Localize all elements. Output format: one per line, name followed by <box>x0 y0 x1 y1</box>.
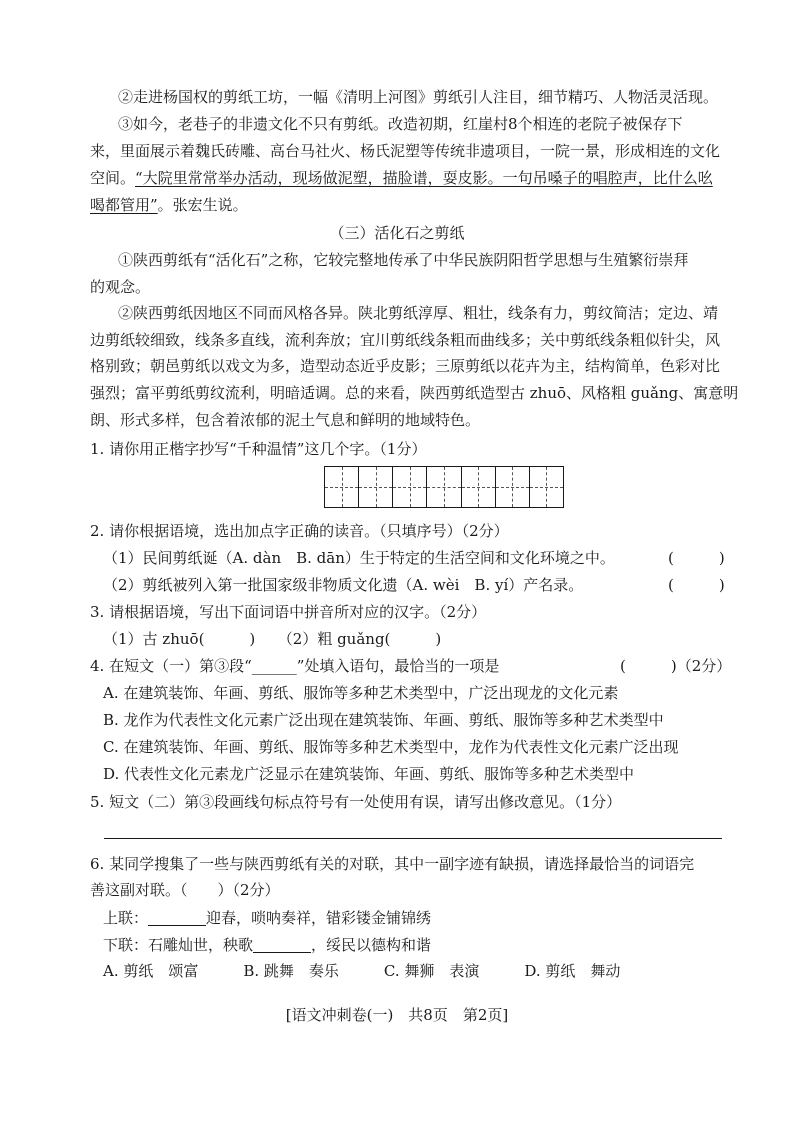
couplet-lower <box>103 936 733 955</box>
page-footer: [语文冲刺卷(一) 共8页 第2页] <box>285 1006 509 1024</box>
grid-cell[interactable] <box>393 467 427 507</box>
question-6-line1: 6. 某同学搜集了一些与陕西剪纸有关的对联，其中一副字迹有缺损，请选择最恰当的词语完 <box>90 855 695 873</box>
grid-cell[interactable] <box>462 467 496 507</box>
passage2-para2: ②走进杨国权的剪纸工坊，一幅《清明上河图》剪纸引人注目，细节精巧、人物活灵活现。 <box>118 88 719 106</box>
question-6-line2: 善这副对联。（ ）（2分） <box>90 881 280 899</box>
answer-line[interactable] <box>104 838 722 839</box>
answer-parenthesis[interactable]: ( ) <box>668 549 725 567</box>
couplet-upper-text: 迎春，唢呐奏祥，错彩镂金铺锦绣 <box>206 909 432 927</box>
grid-cell[interactable] <box>325 467 359 507</box>
passage3-para2-line5: 朗、形式多样，包含着浓郁的泥土气息和鲜明的地域特色。 <box>90 411 481 429</box>
question-2: 2. 请你根据语境，选出加点字正确的读音。（只填序号）（2分） <box>90 522 509 540</box>
question-6-options: A. 剪纸 颂富 B. 跳舞 奏乐 C. 舞狮 表演 D. 剪纸 舞动 <box>103 962 621 980</box>
text-segment: 空间。 <box>90 169 136 187</box>
grid-cell[interactable] <box>496 467 530 507</box>
couplet-blank[interactable] <box>253 937 311 953</box>
passage3-title: （三）活化石之剪纸 <box>329 224 465 242</box>
writing-grid[interactable] <box>324 466 564 508</box>
question-1: 1. 请你用正楷字抄写“千种温情”这几个字。（1分） <box>90 440 427 458</box>
couplet-lower-label: 下联：石雕灿世，秧歌 <box>103 936 254 954</box>
passage3-para2-line2: 边剪纸较细致，线条多直线，流利奔放；宜川剪纸线条粗而曲线多；关中剪纸线条粗似针尖，风 <box>90 331 721 349</box>
couplet-upper-label: 上联： <box>103 909 149 927</box>
passage3-para2-line4: 强烈；富平剪纸剪纹流利，明暗适调。总的来看，陕西剪纸造型古 zhuō、风格粗 guǎng、寓意明 <box>90 384 739 402</box>
underlined-sentence-end: 喝都管用” <box>90 196 158 214</box>
text-segment: 。张宏生说。 <box>157 196 248 214</box>
couplet-lower-text: ，绥民以德构和谐 <box>311 936 432 954</box>
grid-cell[interactable] <box>359 467 393 507</box>
passage2-para3-line2: 来，里面展示着魏氏砖雕、高台马社火、杨氏泥塑等传统非遗项目，一院一景，形成相连的文化 <box>90 142 721 160</box>
underlined-sentence: “大院里常常举办活动，现场做泥塑，描脸谱，耍皮影。一句吊嗓子的唱腔声，比什么吆 <box>135 169 713 187</box>
question-5: 5. 短文（二）第③段画线句标点符号有一处使用有误，请写出修改意见。（1分） <box>90 793 622 811</box>
passage3-para2-line3: 格别致；朝邑剪纸以戏文为多，造型动态近乎皮影；三原剪纸以花卉为主，结构简单，色彩对比 <box>90 357 721 375</box>
grid-cell[interactable] <box>530 467 563 507</box>
question-4-score[interactable]: ( )（2分） <box>620 657 732 675</box>
question-4: 4. 在短文（一）第③段“______”处填入语句，最恰当的一项是 <box>90 657 500 675</box>
passage2-para3-line3 <box>90 169 720 188</box>
question-2-item1: （1）民间剪纸诞（A. dàn B. dān）生于特定的生活空间和文化环境之中。 <box>103 549 615 567</box>
question-4-option-c: C. 在建筑装饰、年画、剪纸、服饰等多种艺术类型中，龙作为代表性文化元素广泛出现 <box>103 738 679 756</box>
passage2-para3-line1: ③如今，老巷子的非遗文化不只有剪纸。改造初期，红崖村8个相连的老院子被保存下 <box>118 115 683 133</box>
answer-parenthesis[interactable]: ( ) <box>668 576 725 594</box>
question-4-option-b: B. 龙作为代表性文化元素广泛出现在建筑装饰、年画、剪纸、服饰等多种艺术类型中 <box>103 711 664 729</box>
grid-cell[interactable] <box>427 467 461 507</box>
question-3-items: （1）古 zhuō( ) （2）粗 guǎng( ) <box>103 630 442 648</box>
couplet-upper <box>103 909 733 928</box>
question-4-option-a: A. 在建筑装饰、年画、剪纸、服饰等多种艺术类型中，广泛出现龙的文化元素 <box>103 684 619 702</box>
question-4-option-d: D. 代表性文化元素龙广泛显示在建筑装饰、年画、剪纸、服饰等多种艺术类型中 <box>103 765 635 783</box>
passage3-para1-line1: ①陕西剪纸有“活化石”之称，它较完整地传承了中华民族阴阳哲学思想与生殖繁衍崇拜 <box>118 251 689 269</box>
passage2-para3-line4 <box>90 196 720 215</box>
passage3-para2-line1: ②陕西剪纸因地区不同而风格各异。陕北剪纸淳厚、粗壮，线条有力，剪纹简洁；定边、靖 <box>118 304 719 322</box>
question-2-item2: （2）剪纸被列入第一批国家级非物质文化遗（A. wèi B. yí）产名录。 <box>103 576 584 594</box>
passage3-para1-line2: 的观念。 <box>90 278 151 296</box>
couplet-blank[interactable] <box>148 910 206 926</box>
question-3: 3. 请根据语境，写出下面词语中拼音所对应的汉字。（2分） <box>90 603 487 621</box>
